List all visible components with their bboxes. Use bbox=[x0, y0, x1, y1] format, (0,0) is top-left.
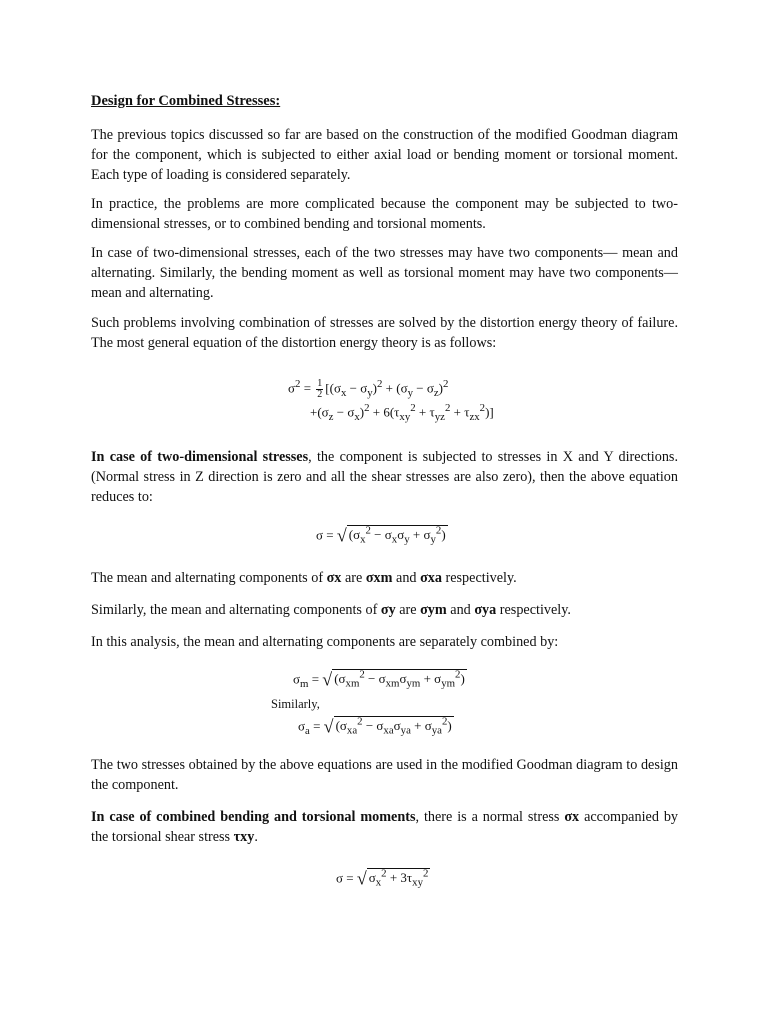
mean-x-text: The mean and alternating components of bbox=[91, 570, 327, 586]
tau-xy-symbol: τxy bbox=[233, 829, 255, 845]
sigma-ya-symbol: σya bbox=[474, 602, 497, 618]
bending-period: . bbox=[254, 829, 258, 845]
mean-y-and: and bbox=[446, 602, 475, 618]
equation-distortion-energy: $\sigma^2$ = $\frac{1}{2}$ [$(\sigma_x - \sigma_y)^2 + (\sigma_y - \sigma_z)^2$ $+(\sigma_z - \sigma_x)^2 + 6(\tau_{xy}^2 + \tau_{yz}^2 + \tau_{zx}^2)$] bbox=[288, 377, 494, 423]
paragraph-two-dim-case bbox=[91, 447, 678, 507]
bold-bending-label: In case of combined bending and torsional moments bbox=[91, 809, 416, 825]
paragraph-goodman: The two stresses obtained by the above equations are used in the modified Goodman diagram to design the component. bbox=[91, 757, 678, 793]
sigma-y-symbol: σy bbox=[380, 602, 396, 618]
bending-text-2: accompanied by the torsional shear stress bbox=[91, 809, 679, 845]
sigma-xm-symbol: σxm bbox=[365, 570, 393, 586]
paragraph-mean-y bbox=[91, 600, 678, 620]
section-heading: Design for Combined Stresses: bbox=[91, 93, 281, 109]
mean-y-are: are bbox=[395, 602, 421, 618]
sigma-x-symbol-2: σx bbox=[564, 809, 580, 825]
paragraph-bending-torsion bbox=[91, 807, 678, 847]
paragraph-distortion: Such problems involving combination of stresses are solved by the distortion energy theory of failure. The most general equation of the distortion energy theory is as follows: bbox=[91, 315, 678, 351]
equation-bending-torsion: σ = √ $\sigma_x^2 + 3\tau_{xy}^2$ bbox=[336, 868, 429, 889]
two-dim-case-text: , the component is subjected to stresses in X and Y directions.(Normal stress in Z direction is zero and all the shear stresses are also zero), then the above equation reduces to: bbox=[91, 449, 678, 505]
paragraph-practice: In practice, the problems are more complicated because the component may be subjected to two-dimensional stresses, or to combined bending and torsional moments. bbox=[91, 196, 678, 232]
mean-y-text: Similarly, the mean and alternating components of bbox=[91, 602, 381, 618]
bending-text: , there is a normal stress bbox=[415, 809, 565, 825]
sigma-ym-symbol: σym bbox=[420, 602, 447, 618]
paragraph-combined: In this analysis, the mean and alternating components are separately combined by: bbox=[91, 634, 559, 650]
paragraph-mean-x bbox=[91, 568, 678, 588]
sigma-x-symbol: σx bbox=[326, 570, 342, 586]
equation-two-dim: σ = √ $(\sigma_x^2 - \sigma_x\sigma_y + \sigma_y^2)$ bbox=[316, 525, 446, 546]
paragraph-intro: The previous topics discussed so far are based on the construction of the modified Goodman diagram for the component, which is subjected to either axial load or bending moment or torsional moment. Each type of loading is considered separately. bbox=[91, 127, 678, 183]
mean-x-respectively: respectively. bbox=[441, 570, 517, 586]
sigma-xa-symbol: σxa bbox=[420, 570, 442, 586]
equation-mean: $\sigma_m$ = √ $(\sigma_{xm}^2 - \sigma_{xm}\sigma_{ym} + \sigma_{ym}^2)$ bbox=[293, 669, 465, 690]
mean-y-respectively: respectively. bbox=[496, 602, 571, 618]
bold-two-dim-label: In case of two-dimensional stresses bbox=[91, 449, 309, 465]
mean-x-are: are bbox=[341, 570, 366, 586]
paragraph-two-dim: In case of two-dimensional stresses, each of the two stresses may have two components— mean and alternating. Similarly, the bending moment as well as torsional moment may have two components— mean and alternating. bbox=[91, 245, 678, 301]
equation-alternating: $\sigma_a$ = √ $(\sigma_{xa}^2 - \sigma_{xa}\sigma_{ya} + \sigma_{ya}^2)$ bbox=[298, 716, 452, 737]
mean-x-and: and bbox=[392, 570, 421, 586]
similarly-label: Similarly, bbox=[271, 697, 320, 711]
